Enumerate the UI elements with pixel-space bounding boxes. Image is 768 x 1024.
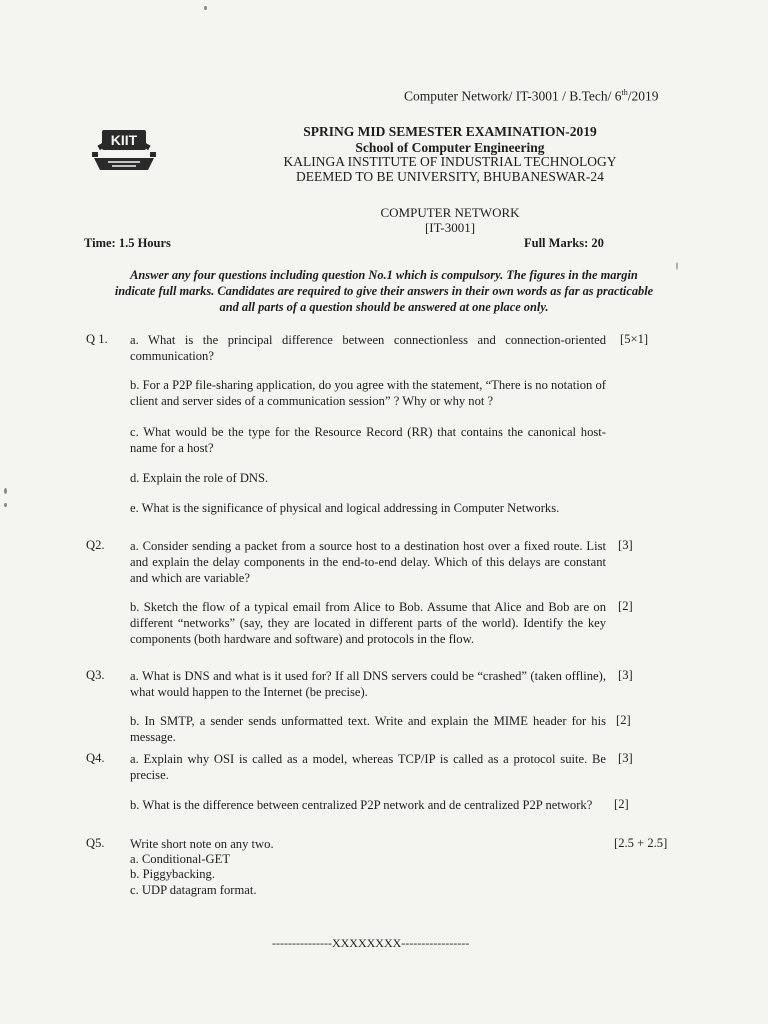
question-text: b. Piggybacking. xyxy=(130,867,216,881)
instruction-line: indicate full marks. Candidates are required to give their answers in their own words as far as practicable xyxy=(114,284,654,298)
university-name: DEEMED TO BE UNIVERSITY, BHUBANESWAR-24 xyxy=(296,169,604,184)
question-marks: [3] xyxy=(618,751,633,765)
question-text: c. What would be the type for the Resource Record (RR) that contains the canonical host-name for a host? xyxy=(130,425,606,455)
svg-text:KIIT: KIIT xyxy=(110,132,138,148)
question-marks: [2] xyxy=(616,713,631,727)
school-name: School of Computer Engineering xyxy=(355,140,545,155)
question-number: Q5. xyxy=(86,836,105,850)
question-text: d. Explain the role of DNS. xyxy=(130,471,269,485)
exam-title: SPRING MID SEMESTER EXAMINATION-2019 xyxy=(303,124,597,139)
scan-speck xyxy=(4,503,7,507)
scan-speck xyxy=(4,488,7,494)
instruction-line: Answer any four questions including question No.1 which is compulsory. The figures in the margin xyxy=(130,268,638,282)
question-marks: [2] xyxy=(614,797,629,811)
question-text: b. For a P2P file-sharing application, do you agree with the statement, “There is no notation of client and server sides of a communication session” ? Why or why not ? xyxy=(130,378,606,408)
question-number: Q2. xyxy=(86,538,105,552)
course-reference: Computer Network/ IT-3001 / B.Tech/ 6th/2019 xyxy=(404,88,659,104)
question-number: Q3. xyxy=(86,668,105,682)
question-text: a. Consider sending a packet from a source host to a destination host over a fixed route. List and explain the delay components in the end-to-end delay. Which of this delays are constant and which are variable? xyxy=(130,539,606,585)
question-text: b. Sketch the flow of a typical email from Alice to Bob. Assume that Alice and Bob are on different “networks” (say, they are located in different parts of the world). Identify the key components (both hardware and software) and protocols in the flow. xyxy=(130,600,606,646)
question-text: c. UDP datagram format. xyxy=(130,883,257,897)
question-text: b. What is the difference between centralized P2P network and de centralized P2P network? xyxy=(130,798,593,812)
question-text: a. Conditional-GET xyxy=(130,852,231,866)
question-number: Q4. xyxy=(86,751,105,765)
instructions xyxy=(84,267,684,315)
question-marks: [3] xyxy=(618,538,633,552)
question-marks: [5×1] xyxy=(620,332,649,346)
question-marks: [3] xyxy=(618,668,633,682)
question-number: Q 1. xyxy=(86,332,108,346)
exam-time: Time: 1.5 Hours xyxy=(84,236,171,250)
subject-name: COMPUTER NETWORK xyxy=(380,205,520,220)
scan-speck xyxy=(676,262,678,270)
instruction-line: and all parts of a question should be answered at one place only. xyxy=(219,300,549,314)
question-text: a. What is DNS and what is it used for? If all DNS servers could be “crashed” (taken offline), what would happen to the Internet (be precise). xyxy=(130,669,606,699)
institute-name: KALINGA INSTITUTE OF INDUSTRIAL TECHNOLOGY xyxy=(283,154,617,169)
question-text: e. What is the significance of physical and logical addressing in Computer Networks. xyxy=(130,501,560,515)
subject-code: [IT-3001] xyxy=(424,220,476,235)
full-marks: Full Marks: 20 xyxy=(524,236,604,250)
question-text: b. In SMTP, a sender sends unformatted text. Write and explain the MIME header for his message. xyxy=(130,714,606,744)
end-of-paper-marker: ---------------XXXXXXXX----------------- xyxy=(272,936,470,950)
question-text: a. What is the principal difference between connectionless and connection-oriented communication? xyxy=(130,333,606,363)
scan-speck xyxy=(204,6,207,10)
question-text: a. Explain why OSI is called as a model, whereas TCP/IP is called as a protocol suite. Be precise. xyxy=(130,752,606,782)
question-marks: [2.5 + 2.5] xyxy=(614,836,668,850)
institute-logo xyxy=(88,128,160,172)
question-text: Write short note on any two. xyxy=(130,837,274,851)
question-marks: [2] xyxy=(618,599,633,613)
